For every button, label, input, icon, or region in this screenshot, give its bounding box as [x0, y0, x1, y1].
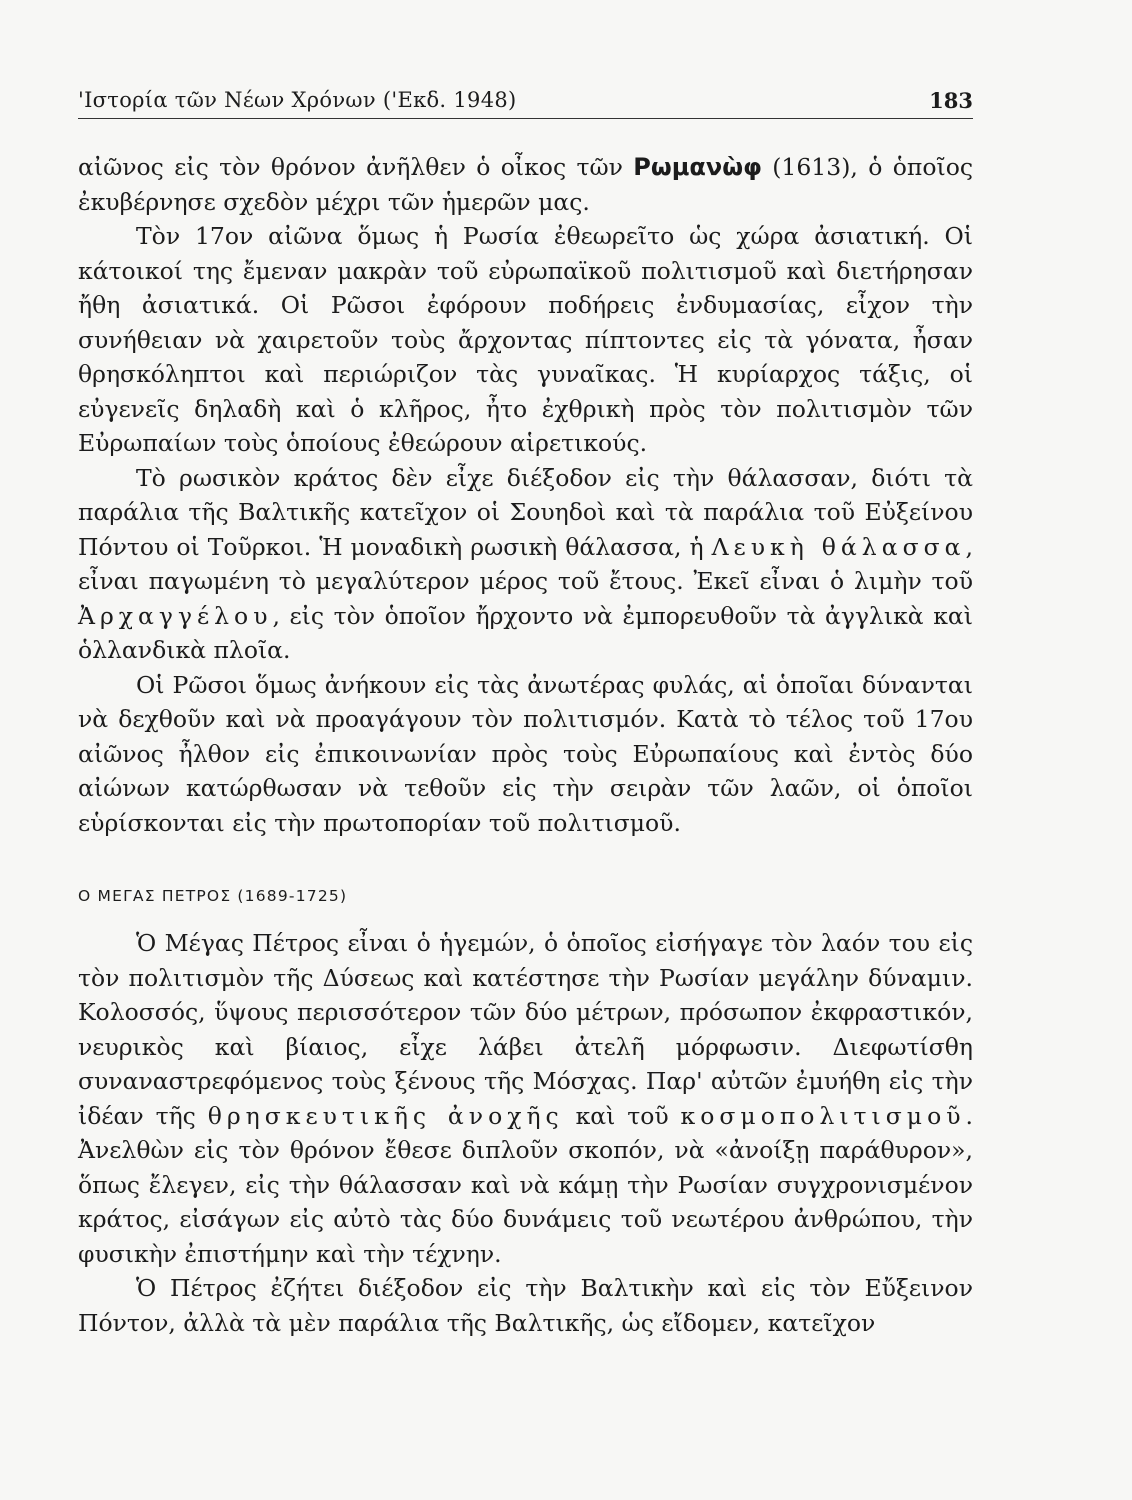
spaced-term: Λευκὴ θάλασσα — [711, 532, 966, 561]
paragraph-text: Ὁ Μέγας Πέτρος εἶναι ὁ ἡγεμών, ὁ ὁποῖος εἰσήγαγε τὸν λαόν του εἰς τὸν πολιτισμὸν τῆς Δύσεως καὶ κατέστησε τὴν Ρωσίαν μεγάλην δύναμιν. Κολοσσός, ὕψους περισσότερον τῶν δύο μέτρων, πρόσωπον ἐκφραστικόν, νευρικὸς καὶ βίαιος, εἶχε λάβει ἀτελῆ μόρφωσιν. Διεφωτίσθη συναναστρεφόμενος τοὺς ξένους τῆς Μόσχας. Παρ' αὐτῶν ἐμυήθη εἰς τὴν ἰδέαν τῆς — [78, 929, 973, 1130]
paragraph: Οἱ Ρῶσοι ὅμως ἀνήκουν εἰς τὰς ἀνωτέρας φυλάς, αἱ ὁποῖαι δύνανται νὰ δεχθοῦν καὶ νὰ προαγάγουν τὸν πολιτισμόν. Κατὰ τὸ τέλος τοῦ 17ου αἰῶνος ἦλθον εἰς ἐπικοινωνίαν πρὸς τοὺς Εὐρωπαίους καὶ ἐντὸς δύο αἰώνων κατώρθωσαν νὰ τεθοῦν εἰς τὴν σειρὰν τῶν λαῶν, οἱ ὁποῖοι εὑρίσκονται εἰς τὴν πρωτοπορίαν τοῦ πολιτισμοῦ. — [78, 670, 973, 837]
spaced-term: Ἀρχαγγέλου — [78, 601, 273, 630]
paragraph-text: . Ἀνελθὼν εἰς τὸν θρόνον ἔθεσε διπλοῦν σκοπόν, νὰ «ἀνοίξῃ παράθυρον», ὅπως ἔλεγεν, εἰς τὴν θάλασσαν καὶ νὰ κάμῃ τὴν Ρωσίαν συγχρονισμένον κράτος, εἰσάγων εἰς αὐτὸ τὰς δύο δυνάμεις τοῦ νεωτέρου ἀνθρώπου, τὴν φυσικὴν ἐπιστήμην καὶ τὴν τέχνην. — [78, 1101, 973, 1268]
paragraph — [78, 926, 973, 1271]
paragraph-text: (1613), ὁ ὁποῖος ἐκυβέρνησε σχεδὸν μέχρι τῶν ἡμερῶν μας. — [78, 153, 973, 216]
highlighted-name: Ρωμανὼφ — [633, 153, 762, 181]
paragraph-text: Τὸ ρωσικὸν κράτος δὲν εἶχε διέξοδον εἰς τὴν θάλασσαν, διότι τὰ παράλια τῆς Βαλτικῆς κατεῖχον οἱ Σουηδοὶ καὶ τὰ παράλια τοῦ Εὐξείνου Πόντου οἱ Τοῦρκοι. Ἡ μοναδικὴ ρωσικὴ θάλασσα, ἡ — [78, 463, 973, 561]
paragraph-text: , εἰς τὸν ὁποῖον ἤρχοντο νὰ ἐμπορευθοῦν τὰ ἀγγλικὰ καὶ ὁλλανδικὰ πλοῖα. — [78, 601, 973, 664]
page-header — [78, 88, 973, 119]
section-heading: Ο ΜΕΓΑΣ ΠΕΤΡΟΣ (1689-1725) — [78, 887, 348, 905]
body-text — [78, 150, 973, 840]
spaced-term: θρησκευτικῆς ἀνοχῆς — [207, 1101, 564, 1130]
paragraph-text: , εἶναι παγωμένη τὸ μεγαλύτερον μέρος τοῦ ἔτους. Ἐκεῖ εἶναι ὁ λιμὴν τοῦ — [78, 532, 974, 595]
section-text — [78, 926, 973, 1340]
paragraph-text: αἰῶνος εἰς τὸν θρόνον ἀνῆλθεν ὁ οἶκος τῶν — [78, 153, 634, 181]
paragraph: Τὸν 17ον αἰῶνα ὅμως ἡ Ρωσία ἐθεωρεῖτο ὡς χώρα ἀσιατική. Οἱ κάτοικοί της ἔμεναν μακρὰν τοῦ εὐρωπαϊκοῦ πολιτισμοῦ καὶ διετήρησαν ἤθη ἀσιατικά. Οἱ Ρῶσοι ἐφόρουν ποδήρεις ἐνδυμασίας, εἶχον τὴν συνήθειαν νὰ χαιρετοῦν τοὺς ἄρχοντας πίπτοντες εἰς τὰ γόνατα, ἦσαν θρησκόληπτοι καὶ περιώριζον τὰς γυναῖκας. Ἡ κυρίαρχος τάξις, οἱ εὐγενεῖς δηλαδὴ καὶ ὁ κλῆρος, ἦτο ἐχθρικὴ πρὸς τὸν πολιτισμὸν τῶν Εὐρωπαίων τοὺς ὁποίους ἐθεώρουν αἱρετικούς. — [78, 222, 973, 457]
paragraph — [78, 461, 973, 668]
paragraph-text: καὶ τοῦ — [563, 1101, 681, 1130]
paragraph-continuation — [78, 150, 973, 219]
page-number: 183 — [929, 88, 973, 113]
running-title: 'Ιστορία τῶν Νέων Χρόνων ('Εκδ. 1948) — [78, 88, 517, 112]
spaced-term: κοσμοπολιτισμοῦ — [680, 1101, 966, 1130]
paragraph: Ὁ Πέτρος ἐζήτει διέξοδον εἰς τὴν Βαλτικὴν καὶ εἰς τὸν Εὔξεινον Πόντον, ἀλλὰ τὰ μὲν παράλια τῆς Βαλτικῆς, ὡς εἴδομεν, κατεῖχον — [78, 1274, 973, 1337]
